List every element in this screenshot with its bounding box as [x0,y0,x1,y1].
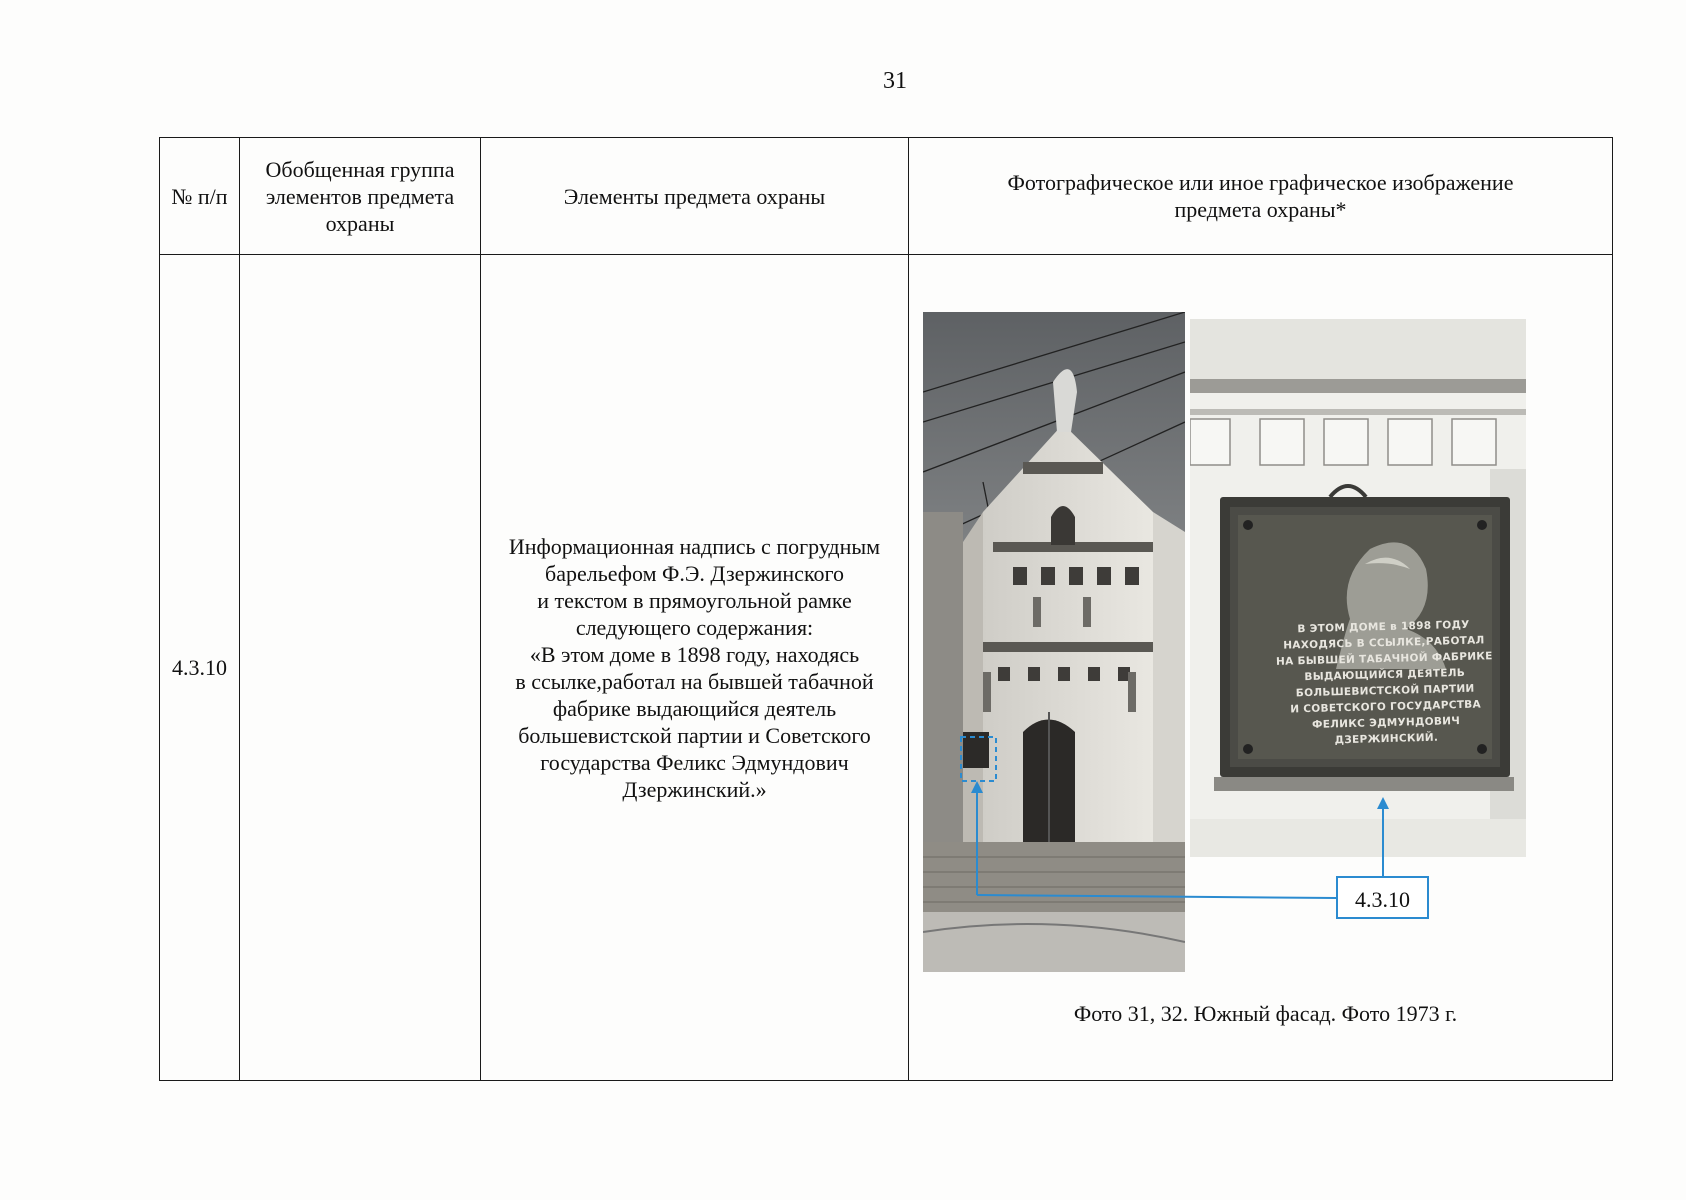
heritage-elements-table [159,137,1613,1081]
row-figure [909,255,1613,1081]
memorial-plaque-photo-icon [1190,319,1526,857]
figure-caption: Фото 31, 32. Южный фасад. Фото 1973 г. [1073,1001,1458,1026]
page-number: 31 [883,68,907,94]
table-header-row [160,138,1613,255]
facade-photo [923,312,1185,972]
header-image: Фотографическое или иное графическое изображение предмета охраны* [909,138,1613,255]
header-number: № п/п [160,138,240,255]
row-number: 4.3.10 [160,255,240,1081]
plaque-inscription: В ЭТОМ ДОМЕ в 1898 ГОДУ НАХОДЯСЬ В ССЫЛКЕ,РАБОТАЛ НА БЫВШЕЙ ТАБАЧНОЙ ФАБРИКЕ ВЫДАЮЩИЙСЯ ДЕЯТЕЛЬ БОЛЬШЕВИСТСКОЙ ПАРТИИ И СОВЕТСКОГО ГОСУДАРСТВА ФЕЛИКС ЭДМУНДОВИЧ ДЗЕРЖИНСКИЙ. [1275,618,1493,747]
header-group: Обобщенная группа элементов предмета охраны [240,138,481,255]
row-group [240,255,481,1081]
plaque-photo [1190,319,1526,857]
reference-label: 4.3.10 [1336,876,1429,919]
building-facade-photo-icon [923,312,1185,972]
row-elements-description: Информационная надпись с погрудным барельефом Ф.Э. Дзержинского и текстом в прямоугольной рамке следующего содержания: «В этом доме в 1898 году, находясь в ссылке,работал на бывшей табачной фабрике выдающийся деятель большевистской партии и Советского государства Феликс Эдмундович Дзержинский.» [481,255,909,1081]
table-row [160,255,1613,1081]
header-elements: Элементы предмета охраны [481,138,909,255]
